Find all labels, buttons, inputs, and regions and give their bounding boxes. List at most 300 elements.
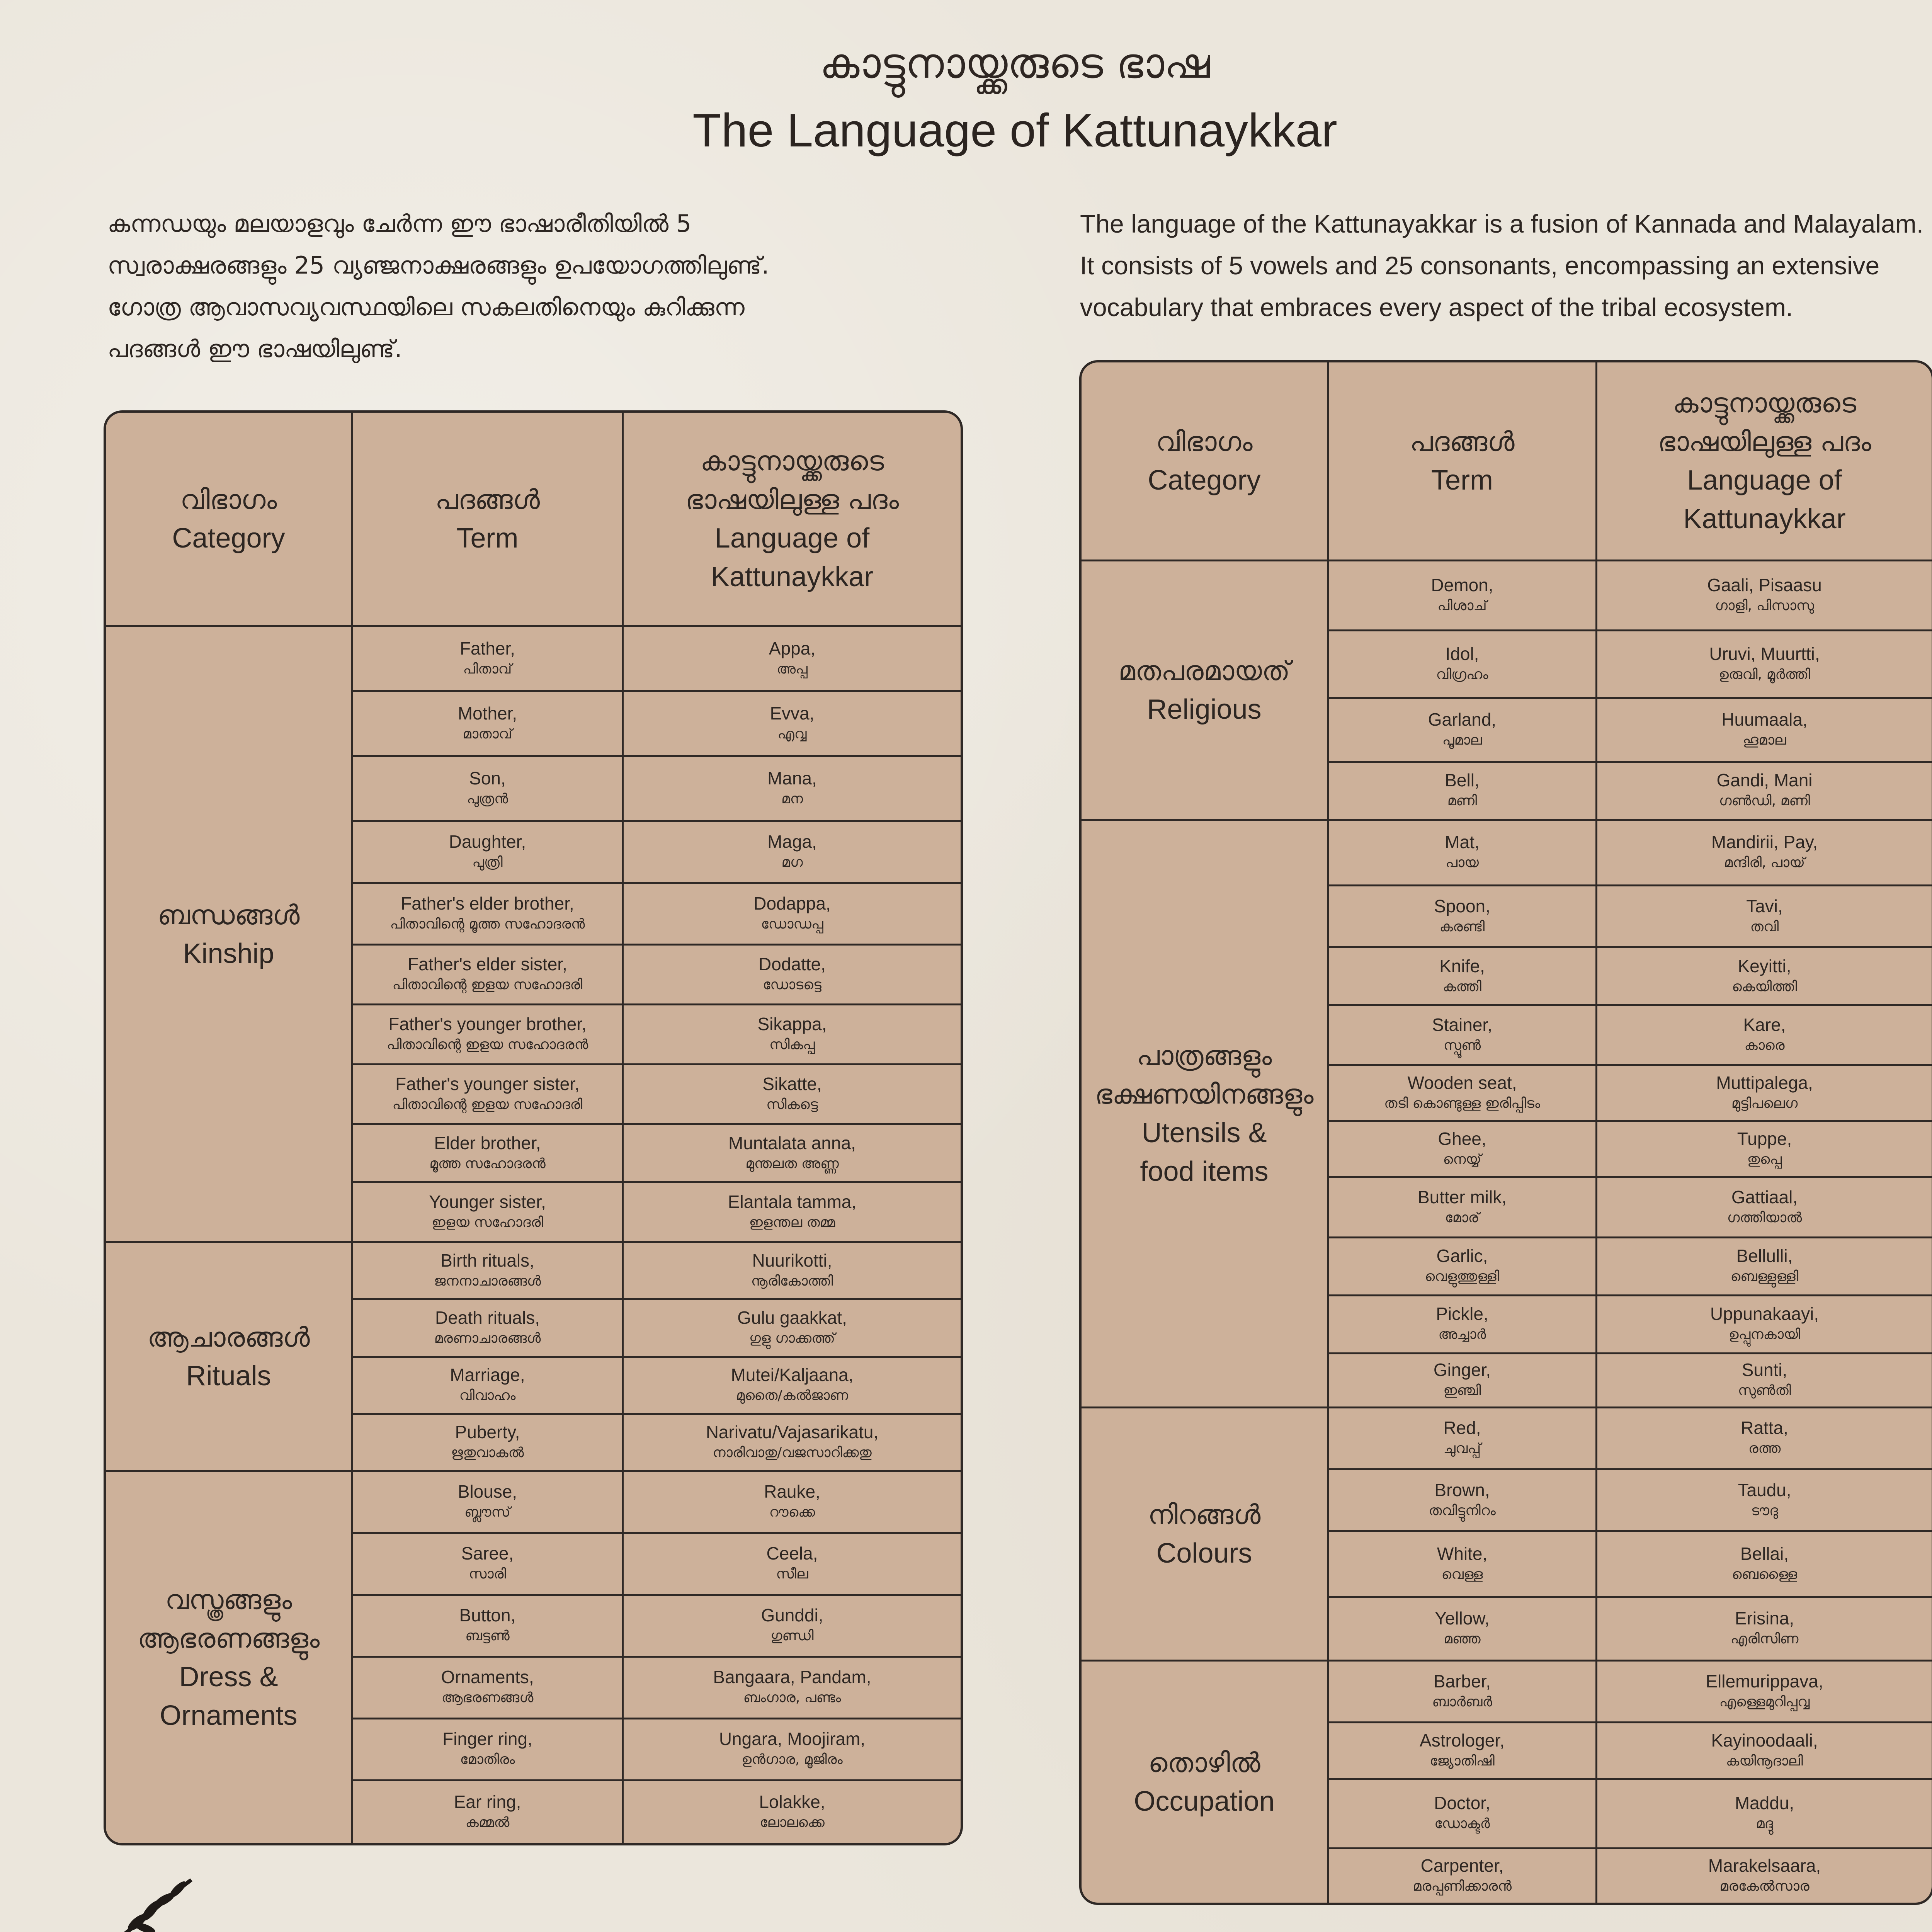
title-english: The Language of Kattunaykkar — [692, 104, 1337, 156]
category-en: food items — [1140, 1156, 1269, 1187]
term-en: Ornaments, — [441, 1667, 534, 1687]
kattunaykkar-cell — [624, 692, 961, 757]
word-ml: കയിനൂദാലി — [1726, 1753, 1803, 1769]
term-en: Birth rituals, — [440, 1250, 534, 1270]
term-en: Son, — [469, 768, 506, 788]
word-ml: ഡോഡപ്പ — [761, 916, 823, 932]
word-ml: മന്ദിരി, പായ് — [1724, 855, 1805, 871]
word-en: Maga, — [767, 831, 817, 852]
term-ml: ബാർബർ — [1432, 1694, 1492, 1710]
term-ml: ജ്യോതിഷി — [1430, 1753, 1495, 1769]
kattunaykkar-cell — [1597, 1470, 1932, 1532]
word-en: Ungara, Moojiram, — [719, 1729, 866, 1749]
language-header-ml: കാട്ടുനായ്ക്കരുടെ — [1672, 387, 1857, 419]
term-cell — [353, 1534, 624, 1596]
word-ml: മദ്ദു — [1756, 1816, 1773, 1832]
intro-ml-line: ഗോത്ര ആവാസവ്യവസ്ഥയിലെ സകലതിനെയും കുറിക്കുന്ന — [107, 293, 745, 321]
language-header-ml: കാട്ടുനായ്ക്കരുടെ — [700, 445, 884, 477]
term-en: Knife, — [1439, 956, 1485, 976]
category-occupation — [1082, 1662, 1329, 1903]
kattunaykkar-cell — [1597, 699, 1932, 763]
category-kinship — [106, 627, 353, 1243]
word-ml: മഗ — [781, 854, 803, 870]
term-ml: തടി കൊണ്ടുള്ള ഇരിപ്പിടം — [1384, 1095, 1540, 1112]
kattunaykkar-cell — [1597, 821, 1932, 886]
word-en: Muntalata anna, — [728, 1133, 856, 1153]
term-cell — [353, 1005, 624, 1065]
term-ml: പായ — [1446, 855, 1479, 871]
term-en: Yellow, — [1435, 1608, 1490, 1629]
term-cell — [353, 1183, 624, 1243]
kattunaykkar-cell — [624, 1534, 961, 1596]
word-en: Bellulli, — [1736, 1246, 1793, 1266]
word-en: Erisina, — [1735, 1608, 1794, 1629]
term-ml: മോതിരം — [460, 1752, 515, 1768]
kattunaykkar-cell — [1597, 1238, 1932, 1296]
kattunaykkar-cell — [624, 1125, 961, 1183]
term-ml: മഞ്ഞ — [1444, 1631, 1481, 1647]
intro-english — [1080, 203, 1932, 328]
table-row — [1082, 1408, 1932, 1470]
word-ml: സീല — [776, 1566, 808, 1582]
language-header-ml: ഭാഷയിലുള്ള പദം — [685, 484, 899, 516]
term-header-en: Term — [1431, 465, 1493, 496]
term-cell — [353, 1243, 624, 1300]
term-cell — [353, 1300, 624, 1357]
word-en: Sikatte, — [762, 1074, 822, 1094]
word-en: Bellai, — [1740, 1543, 1789, 1564]
category-colours — [1082, 1408, 1329, 1662]
word-en: Kayinoodaali, — [1711, 1730, 1818, 1750]
term-en: Blouse, — [457, 1481, 517, 1502]
term-ml: മൂത്ത സഹോദരൻ — [429, 1155, 546, 1172]
term-en: Younger sister, — [429, 1192, 546, 1212]
term-ml: അച്ചാർ — [1438, 1327, 1486, 1343]
term-en: Garland, — [1428, 709, 1497, 730]
category-en: Kinship — [183, 938, 274, 969]
term-ml: പൂമാല — [1442, 732, 1482, 748]
word-ml: ഗുണ്ഡി — [770, 1628, 814, 1644]
word-ml: ഡോടട്ടെ — [763, 977, 821, 993]
term-cell — [1329, 886, 1597, 948]
term-ml: ഇളയ സഹോദരി — [432, 1214, 543, 1231]
word-en: Mana, — [767, 768, 817, 788]
word-ml: എരിസിണ — [1730, 1631, 1799, 1647]
term-en: Garlic, — [1436, 1246, 1488, 1266]
term-cell — [1329, 1178, 1597, 1238]
term-cell — [353, 822, 624, 884]
word-ml: നൂരികോത്തി — [751, 1273, 833, 1289]
word-ml: മുന്തലത അണ്ണ — [745, 1155, 839, 1172]
term-en: Father, — [459, 638, 515, 658]
term-cell — [1329, 1598, 1597, 1662]
vocabulary-table-left — [104, 410, 963, 1845]
word-ml: കെയിത്തി — [1732, 978, 1797, 995]
category-ml: ഭക്ഷണയിനങ്ങളും — [1095, 1078, 1314, 1110]
term-en: Idol, — [1445, 643, 1479, 664]
term-en: Carpenter, — [1420, 1855, 1504, 1876]
word-en: Appa, — [769, 638, 816, 658]
word-ml: ടൗദു — [1751, 1502, 1778, 1519]
term-cell — [353, 884, 624, 946]
word-en: Sunti, — [1742, 1360, 1787, 1380]
term-cell — [353, 1658, 624, 1719]
term-ml: തവിട്ടുനിറം — [1429, 1502, 1496, 1519]
word-en: Evva, — [770, 703, 815, 723]
category-ml: ബന്ധങ്ങൾ — [157, 899, 300, 931]
table-header-row — [1082, 362, 1932, 561]
kattunaykkar-cell — [624, 1358, 961, 1415]
term-cell — [1329, 1122, 1597, 1178]
term-ml: പിതാവിന്റെ മൂത്ത സഹോദരൻ — [390, 916, 585, 932]
word-ml: നാരിവാതു/വജസാറിക്കതു — [713, 1445, 872, 1461]
term-ml: പിതാവിന്റെ ഇളയ സഹോദരി — [392, 977, 583, 993]
kattunaykkar-cell — [1597, 631, 1932, 699]
category-dress-ornaments — [106, 1472, 353, 1843]
term-ml: കത്തി — [1443, 978, 1481, 995]
term-en: Finger ring, — [442, 1729, 532, 1749]
term-cell — [353, 1781, 624, 1843]
term-en: Marriage, — [450, 1365, 525, 1385]
term-cell — [1329, 631, 1597, 699]
term-ml: പുത്രൻ — [467, 791, 508, 807]
term-cell — [1329, 763, 1597, 821]
word-ml: ഉപ്പുനകായി — [1728, 1327, 1801, 1343]
category-ml: മതപരമായത് — [1118, 655, 1290, 687]
term-cell — [1329, 1849, 1597, 1903]
word-en: Tuppe, — [1737, 1129, 1792, 1149]
kattunaykkar-cell — [624, 1658, 961, 1719]
kattunaykkar-cell — [624, 1781, 961, 1843]
term-cell — [1329, 1780, 1597, 1849]
word-en: Gulu gaakkat, — [737, 1308, 847, 1328]
word-en: Rauke, — [764, 1481, 820, 1502]
term-cell — [353, 1472, 624, 1534]
term-cell — [353, 1415, 624, 1472]
term-en: Ginger, — [1433, 1360, 1491, 1380]
kattunaykkar-cell — [624, 1472, 961, 1534]
category-en: Ornaments — [160, 1700, 298, 1731]
term-cell — [353, 1065, 624, 1125]
term-cell — [1329, 1066, 1597, 1122]
kattunaykkar-cell — [624, 1243, 961, 1300]
term-en: Spoon, — [1434, 896, 1490, 916]
term-cell — [353, 1596, 624, 1658]
category-ml: നിറങ്ങൾ — [1148, 1499, 1261, 1531]
table-row — [106, 627, 961, 692]
kattunaykkar-cell — [1597, 763, 1932, 821]
term-cell — [1329, 699, 1597, 763]
term-ml: പിശാച് — [1437, 597, 1487, 614]
word-en: Dodappa, — [753, 893, 831, 913]
category-ml: വസ്ത്രങ്ങളും — [165, 1583, 292, 1616]
table-header-row — [106, 413, 961, 627]
table-row — [106, 1243, 961, 1300]
term-en: Button, — [459, 1605, 516, 1626]
term-ml: ഡോക്ടർ — [1434, 1816, 1490, 1832]
term-en: Puberty, — [455, 1422, 520, 1442]
term-en: Bell, — [1445, 770, 1480, 791]
word-en: Mutei/Kaljaana, — [731, 1365, 854, 1385]
word-ml: ഹൂമാല — [1743, 732, 1786, 748]
term-ml: ബട്ടൺ — [465, 1628, 510, 1644]
language-header-en: Kattunaykkar — [1683, 503, 1846, 535]
kattunaykkar-cell — [1597, 1066, 1932, 1122]
term-header-en: Term — [456, 523, 519, 554]
kattunaykkar-cell — [1597, 1006, 1932, 1066]
term-cell — [1329, 1532, 1597, 1598]
term-header-ml: പദങ്ങൾ — [435, 484, 540, 516]
term-en: Daughter, — [449, 831, 526, 852]
kattunaykkar-cell — [624, 1596, 961, 1658]
kattunaykkar-cell — [624, 627, 961, 692]
word-en: Ratta, — [1741, 1418, 1788, 1438]
term-en: Ghee, — [1438, 1129, 1486, 1149]
word-ml: അപ്പ — [777, 661, 808, 677]
term-ml: വെളുത്തുള്ളി — [1425, 1269, 1500, 1285]
term-cell — [1329, 948, 1597, 1006]
leaf-ornament-icon — [114, 1876, 207, 1932]
word-ml: മന — [781, 791, 803, 807]
category-en: Utensils & — [1141, 1117, 1267, 1148]
kattunaykkar-cell — [1597, 1408, 1932, 1470]
table-row — [1082, 561, 1932, 631]
word-ml: എവ്വ — [777, 726, 807, 742]
kattunaykkar-cell — [1597, 1354, 1932, 1408]
word-en: Sikappa, — [757, 1014, 827, 1034]
kattunaykkar-cell — [624, 884, 961, 946]
term-ml: പിതാവിന്റെ ഇളയ സഹോദരി — [392, 1097, 583, 1113]
intro-en-line: The language of the Kattunayakkar is a fusion of Kannada and Malayalam. — [1080, 209, 1924, 238]
category-header — [106, 413, 353, 627]
term-ml: ഇഞ്ചി — [1443, 1383, 1481, 1399]
word-en: Lolakke, — [759, 1791, 825, 1812]
term-en: Father's younger sister, — [395, 1074, 580, 1094]
category-en: Rituals — [186, 1361, 271, 1392]
language-header — [1597, 362, 1932, 561]
category-header-ml: വിഭാഗം — [180, 484, 277, 516]
category-header-ml: വിഭാഗം — [1156, 426, 1253, 458]
term-ml: ചുവപ്പ് — [1443, 1440, 1481, 1457]
word-ml: തവി — [1750, 918, 1779, 935]
word-en: Ellemurippava, — [1706, 1671, 1823, 1691]
term-en: Father's elder sister, — [408, 954, 567, 975]
term-ml: സാരി — [469, 1566, 506, 1582]
word-en: Nuurikotti, — [752, 1250, 832, 1270]
word-en: Tavi, — [1746, 896, 1783, 916]
term-en: Barber, — [1433, 1671, 1491, 1691]
term-ml: ജനനാചാരങ്ങൾ — [434, 1273, 541, 1289]
category-utensils-food — [1082, 821, 1329, 1408]
term-cell — [1329, 1470, 1597, 1532]
word-ml: സികട്ടെ — [766, 1097, 818, 1113]
word-ml: മരകേൽസാര — [1719, 1878, 1810, 1894]
term-ml: പുത്രി — [472, 854, 503, 870]
word-ml: ലോലക്കെ — [760, 1814, 825, 1830]
term-ml: കരണ്ടി — [1439, 918, 1485, 935]
word-ml: രത്ത — [1748, 1440, 1781, 1457]
term-en: Red, — [1443, 1418, 1481, 1438]
language-header-en: Kattunaykkar — [711, 561, 874, 593]
term-cell — [1329, 1354, 1597, 1408]
term-en: Father's elder brother, — [401, 893, 574, 913]
term-ml: കമ്മൽ — [465, 1814, 510, 1830]
word-ml: സുൺതി — [1738, 1383, 1791, 1399]
term-cell — [1329, 821, 1597, 886]
intro-en-line: It consists of 5 vowels and 25 consonants, encompassing an extensive — [1080, 251, 1880, 280]
language-header-en: Language of — [714, 523, 870, 554]
word-en: Gunddi, — [761, 1605, 823, 1626]
word-en: Muttipalega, — [1716, 1073, 1813, 1093]
title-malayalam: കാട്ടുനായ്ക്കരുടെ ഭാഷ — [820, 39, 1210, 88]
intro-ml-line: സ്വരാക്ഷരങ്ങളും 25 വ്യഞ്ജനാക്ഷരങ്ങളും ഉപയോഗത്തിലുണ്ട്. — [107, 251, 769, 279]
word-en: Bangaara, Pandam, — [713, 1667, 871, 1687]
term-en: Stainer, — [1432, 1015, 1492, 1035]
word-en: Elantala tamma, — [728, 1192, 857, 1212]
category-header-en: Category — [172, 523, 285, 554]
word-en: Dodatte, — [759, 954, 826, 975]
word-en: Maddu, — [1735, 1793, 1794, 1813]
term-cell — [1329, 1408, 1597, 1470]
term-ml: നെയ്യ് — [1443, 1151, 1481, 1168]
term-header — [353, 413, 624, 627]
word-ml: ഉൻഗാര, മൂജിരം — [742, 1752, 843, 1768]
term-ml: പിതാവ് — [463, 661, 512, 677]
kattunaykkar-cell — [624, 946, 961, 1005]
kattunaykkar-cell — [624, 1005, 961, 1065]
term-cell — [1329, 1238, 1597, 1296]
word-ml: ഇളന്തല തമ്മ — [749, 1214, 835, 1231]
intro-en-line: vocabulary that embraces every aspect of the tribal ecosystem. — [1080, 293, 1793, 321]
term-en: Saree, — [461, 1543, 514, 1564]
word-en: Gaali, Pisaasu — [1707, 575, 1822, 595]
term-ml: ഋതുവാകൽ — [451, 1445, 524, 1461]
language-header — [624, 413, 961, 627]
term-ml: ബ്ലൗസ് — [464, 1504, 510, 1520]
term-en: Brown, — [1434, 1480, 1490, 1500]
word-en: Huumaala, — [1721, 709, 1808, 730]
term-ml: വെള്ള — [1441, 1566, 1483, 1582]
word-ml: ബെള്ളൈ — [1731, 1566, 1798, 1582]
kattunaykkar-cell — [1597, 886, 1932, 948]
kattunaykkar-cell — [1597, 1849, 1932, 1903]
word-ml: മുട്ടിപലെഗ — [1731, 1095, 1798, 1112]
category-en: Colours — [1156, 1538, 1252, 1569]
term-cell — [1329, 1006, 1597, 1066]
category-ml: പാത്രങ്ങളും — [1136, 1039, 1272, 1071]
term-en: Mother, — [457, 703, 517, 723]
kattunaykkar-cell — [624, 1065, 961, 1125]
word-ml: എള്ളെമുറിപ്പവ്വ — [1719, 1694, 1810, 1710]
term-cell — [353, 1125, 624, 1183]
kattunaykkar-cell — [624, 1183, 961, 1243]
word-en: Uruvi, Muurtti, — [1709, 643, 1820, 664]
category-religious — [1082, 561, 1329, 820]
table-row — [106, 1472, 961, 1534]
vocabulary-table-right — [1079, 360, 1932, 1905]
kattunaykkar-cell — [1597, 1780, 1932, 1849]
word-en: Uppunakaayi, — [1710, 1304, 1819, 1324]
term-en: Doctor, — [1434, 1793, 1490, 1813]
category-en: Religious — [1147, 694, 1262, 725]
term-en: Pickle, — [1436, 1304, 1488, 1324]
term-header-ml: പദങ്ങൾ — [1410, 426, 1515, 458]
word-ml: കാരെ — [1744, 1037, 1785, 1054]
term-cell — [353, 692, 624, 757]
term-ml: ആഭരണങ്ങൾ — [441, 1690, 534, 1706]
word-en: Marakelsaara, — [1708, 1855, 1821, 1876]
term-cell — [353, 1358, 624, 1415]
term-en: White, — [1437, 1543, 1488, 1564]
kattunaykkar-cell — [624, 1719, 961, 1781]
kattunaykkar-cell — [1597, 1662, 1932, 1723]
table-row — [1082, 1662, 1932, 1723]
term-cell — [1329, 1296, 1597, 1354]
word-ml: ബെള്ളുള്ളി — [1730, 1269, 1799, 1285]
term-ml: മണി — [1447, 793, 1477, 809]
term-ml: വിഗ്രഹം — [1436, 666, 1488, 682]
category-en: Occupation — [1134, 1786, 1275, 1817]
term-en: Demon, — [1431, 575, 1493, 595]
word-ml: ഗുളു ഗാക്കത്ത് — [749, 1330, 835, 1346]
intro-ml-line: പദങ്ങൾ ഈ ഭാഷയിലുണ്ട്. — [107, 335, 402, 363]
word-ml: റൗക്കെ — [769, 1504, 815, 1520]
term-cell — [1329, 1723, 1597, 1779]
term-cell — [1329, 561, 1597, 631]
term-en: Wooden seat, — [1407, 1073, 1517, 1093]
word-en: Ceela, — [766, 1543, 818, 1564]
term-en: Butter milk, — [1417, 1187, 1507, 1207]
kattunaykkar-cell — [1597, 1296, 1932, 1354]
word-en: Gattiaal, — [1731, 1187, 1798, 1207]
word-ml: തുപ്പെ — [1747, 1151, 1782, 1168]
term-en: Death rituals, — [435, 1308, 540, 1328]
language-header-en: Language of — [1687, 465, 1842, 496]
category-en: Dress & — [179, 1661, 278, 1692]
category-rituals — [106, 1243, 353, 1472]
term-en: Mat, — [1445, 832, 1480, 852]
term-en: Father's younger brother, — [388, 1014, 587, 1034]
term-cell — [353, 946, 624, 1005]
category-ml: ആഭരണങ്ങളും — [137, 1622, 320, 1654]
term-ml: മരണാചാരങ്ങൾ — [434, 1330, 541, 1346]
word-en: Taudu, — [1738, 1480, 1791, 1500]
kattunaykkar-cell — [624, 1300, 961, 1357]
term-en: Ear ring, — [454, 1791, 521, 1812]
kattunaykkar-cell — [624, 1415, 961, 1472]
term-ml: പിതാവിന്റെ ഇളയ സഹോദരൻ — [386, 1037, 588, 1053]
category-header — [1082, 362, 1329, 561]
language-header-ml: ഭാഷയിലുള്ള പദം — [1658, 426, 1871, 458]
table-row — [1082, 821, 1932, 886]
word-en: Keyitti, — [1738, 956, 1791, 976]
intro-malayalam — [107, 203, 919, 370]
word-en: Kare, — [1743, 1015, 1786, 1035]
term-ml: മോര് — [1445, 1209, 1480, 1226]
kattunaykkar-cell — [624, 822, 961, 884]
intro-ml-line: കന്നഡയും മലയാളവും ചേർന്ന ഈ ഭാഷാരീതിയിൽ 5 — [107, 209, 692, 238]
word-en: Mandirii, Pay, — [1711, 832, 1818, 852]
term-en: Elder brother, — [434, 1133, 541, 1153]
word-ml: ഉരുവി, മൂർത്തി — [1718, 666, 1810, 682]
term-en: Astrologer, — [1420, 1730, 1505, 1750]
word-ml: സികപ്പ — [769, 1037, 815, 1053]
term-cell — [1329, 1662, 1597, 1723]
term-ml: വിവാഹം — [459, 1388, 516, 1404]
kattunaykkar-cell — [1597, 1178, 1932, 1238]
term-header — [1329, 362, 1597, 561]
term-cell — [353, 1719, 624, 1781]
